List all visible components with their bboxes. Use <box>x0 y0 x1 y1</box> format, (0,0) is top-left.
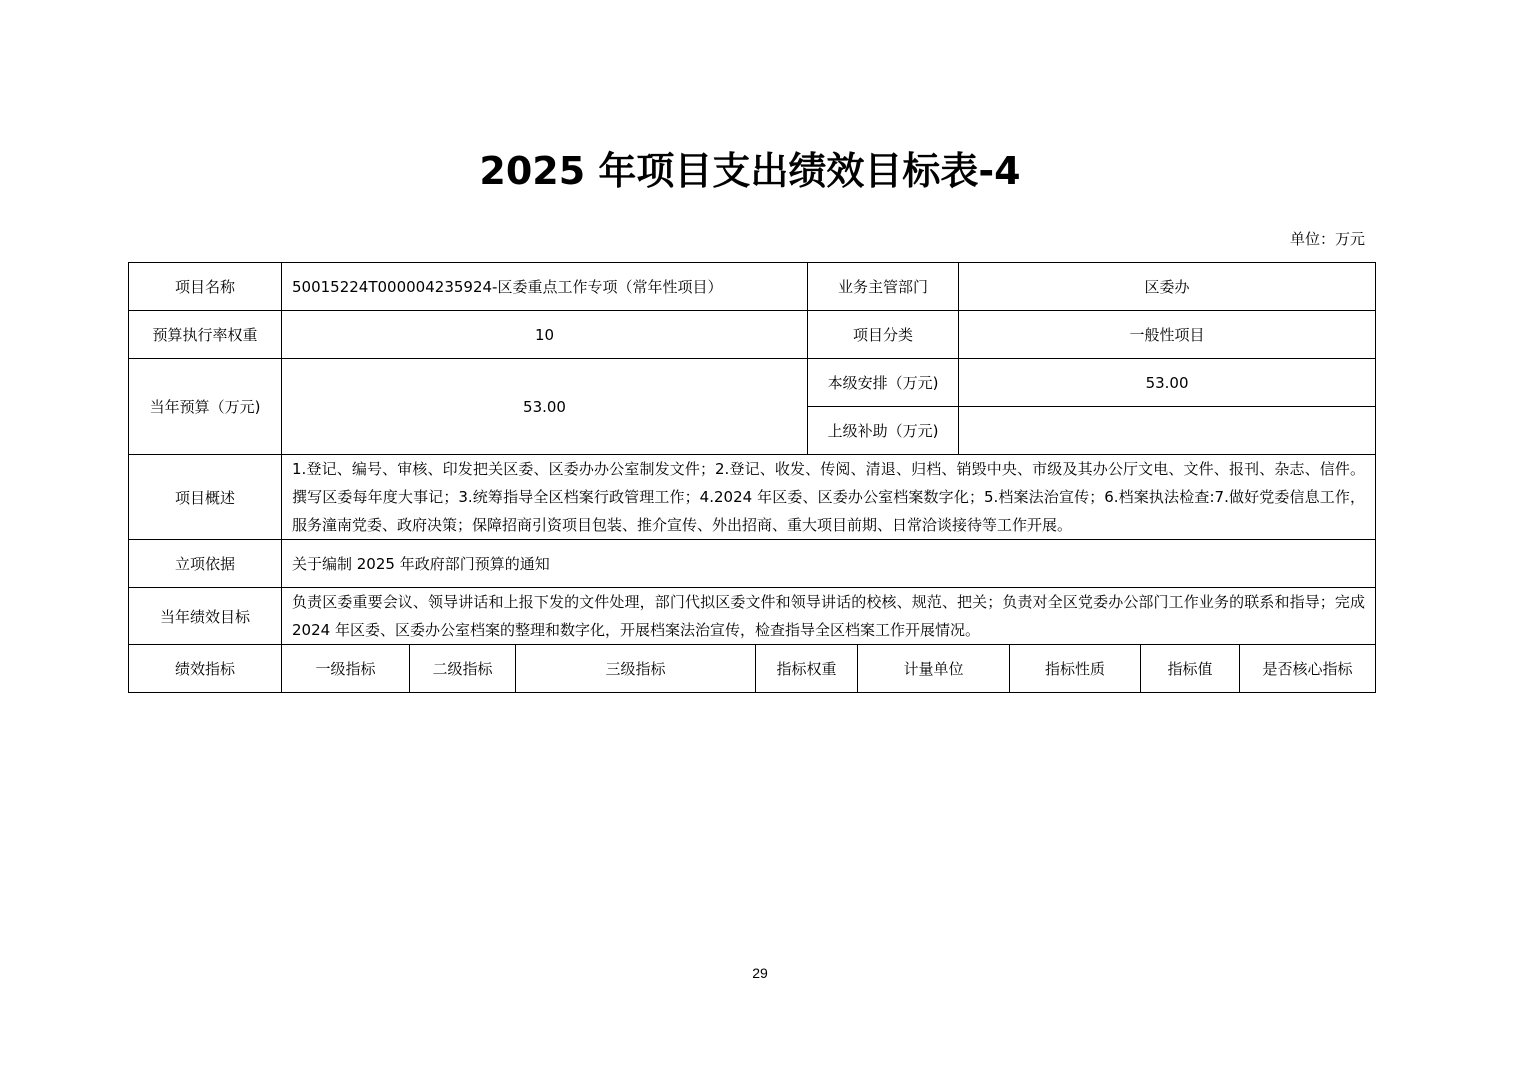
table-row <box>129 359 1376 407</box>
weight-value: 10 <box>282 311 808 359</box>
budget-value: 53.00 <box>282 359 808 455</box>
page-title: 2025 年项目支出绩效目标表-4 <box>479 149 1021 193</box>
basis-label: 立项依据 <box>129 540 282 588</box>
header-level3: 三级指标 <box>516 645 756 693</box>
dept-value: 区委办 <box>959 263 1376 311</box>
goal-label: 当年绩效目标 <box>129 588 282 645</box>
basis-value: 关于编制 2025 年政府部门预算的通知 <box>282 540 1376 588</box>
unit-label: 单位：万元 <box>1289 230 1365 248</box>
project-name-label: 项目名称 <box>129 263 282 311</box>
header-level1: 一级指标 <box>282 645 410 693</box>
project-name-value: 50015224T000004235924-区委重点工作专项（常年性项目） <box>282 263 808 311</box>
overview-label: 项目概述 <box>129 455 282 540</box>
header-level2: 二级指标 <box>410 645 516 693</box>
dept-label: 业务主管部门 <box>808 263 959 311</box>
table-row <box>129 540 1376 588</box>
header-core: 是否核心指标 <box>1240 645 1376 693</box>
header-weight: 指标权重 <box>756 645 858 693</box>
category-label: 项目分类 <box>808 311 959 359</box>
budget-label: 当年预算（万元) <box>129 359 282 455</box>
local-label: 本级安排（万元) <box>808 359 959 407</box>
upper-value <box>959 407 1376 455</box>
header-nature: 指标性质 <box>1010 645 1141 693</box>
page-number: 29 <box>752 965 768 981</box>
goal-value: 负责区委重要会议、领导讲话和上报下发的文件处理，部门代拟区委文件和领导讲话的校核、规范、把关；负责对全区党委办公部门工作业务的联系和指导；完成 2024 年区委、区委办公室档案的整理和数字化，开展档案法治宣传，检查指导全区档案工作开展情况。 <box>282 588 1376 645</box>
category-value: 一般性项目 <box>959 311 1376 359</box>
weight-label: 预算执行率权重 <box>129 311 282 359</box>
table-row <box>129 645 1376 693</box>
overview-value: 1.登记、编号、审核、印发把关区委、区委办办公室制发文件；2.登记、收发、传阅、清退、归档、销毁中央、市级及其办公厅文电、文件、报刊、杂志、信件。撰写区委每年度大事记；3.统筹指导全区档案行政管理工作；4.2024 年区委、区委办公室档案数字化；5.档案法治宣传；6.档案执法检查:7.做好党委信息工作，服务潼南党委、政府决策；保障招商引资项目包装、推介宣传、外出招商、重大项目前期、日常洽谈接待等工作开展。 <box>282 455 1376 540</box>
table-row <box>129 311 1376 359</box>
local-value: 53.00 <box>959 359 1376 407</box>
header-unit: 计量单位 <box>858 645 1010 693</box>
upper-label: 上级补助（万元) <box>808 407 959 455</box>
table-row <box>129 455 1376 540</box>
indicator-label: 绩效指标 <box>129 645 282 693</box>
performance-table <box>128 262 1376 693</box>
table-row <box>129 588 1376 645</box>
header-value: 指标值 <box>1141 645 1240 693</box>
table-row <box>129 263 1376 311</box>
